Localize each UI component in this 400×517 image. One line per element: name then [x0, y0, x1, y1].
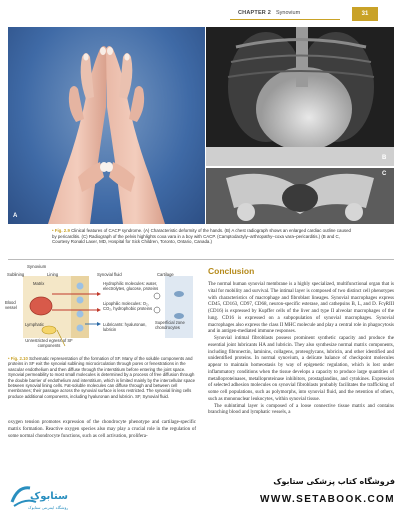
label-matrix: Matrix [33, 281, 45, 286]
photo-c-label: C [382, 171, 387, 177]
label-lipophilic: Lipophilic molecules: O₂, CO₂, hydrophobic proteins [103, 301, 153, 311]
conclusion-paragraph-3: The subintimal layer is composed of a loose connective tissue matrix and contains branching blood and lymphatic vessels, a [208, 403, 394, 416]
page-number: 31 [352, 7, 378, 21]
figure-2-10-diagram [5, 264, 195, 356]
svg-text:ستابوک: ستابوک [30, 491, 68, 502]
photo-b-label: B [382, 155, 387, 161]
label-lining: Lining [47, 272, 59, 277]
footer-persian-title: فروشگاه کتاب پزشکی ستابوک [273, 477, 395, 486]
footer-website[interactable]: WWW.SETABOOK.COM [260, 494, 395, 505]
label-sublining: Sublining [7, 272, 25, 277]
label-lubricants: Lubricants: hyaluronan, lubricin [103, 322, 147, 332]
label-synovium: Synovium [27, 264, 47, 269]
chapter-label: CHAPTER 2 [238, 10, 271, 16]
photo-c-pelvis-radiograph [206, 168, 394, 224]
label-blood-vessel: Blood vessel [5, 300, 17, 310]
page-header [0, 0, 400, 26]
setabook-logo-mark [8, 480, 68, 512]
photo-a-hands [8, 27, 205, 224]
photo-b-chest-radiograph [206, 27, 394, 166]
label-cartilage: Cartilage [157, 272, 174, 277]
label-unrestricted-egress: Unrestricted egress of SF components [25, 338, 73, 348]
figure-2-10-text: Schematic representation of the formation of SF. Many of the soluble components and proteins in SF exit the synovial sublining microcirculation through pores or fenestrations in the vascular endothelium and then diffuse through the interstitium before entering the joint space. Synovial permeability to most small molecules is determined by a process of free diffusion through the double barrier of endothelium and interstitium, which is limited mainly by the intercellular space between synovial lining cells. Fat-soluble molecules can diffuse through and between cell membranes; their passage across the synovial surface is less restricted. The synovial lining cells produce additional components, including hyaluronan and lubricin. SF, Synovial fluid. [8, 356, 196, 399]
label-superficial-chondrocytes: Superficial zone chondrocytes [155, 320, 185, 330]
label-hydrophilic: Hydrophilic molecules: water, electrolytes, glucose, proteins [103, 281, 159, 291]
conclusion-body [208, 282, 394, 417]
figure-2-10-label: • Fig. 2.10 [8, 356, 28, 361]
label-synovial-fluid: Synovial fluid [97, 272, 122, 277]
figure-2-10-caption [8, 356, 196, 399]
pelvis-xray-image [206, 168, 394, 224]
svg-text:فروشگاه اینترنتی ستابوک: فروشگاه اینترنتی ستابوک [28, 505, 68, 510]
label-lymphatic: Lymphatic [25, 322, 44, 327]
chest-xray-image [206, 27, 394, 166]
body-text-left: oxygen tension promotes expression of the chondrocyte phenotype and cartilage-specific matrix formation. Reactive oxygen species also may play a crucial role in the regulation of some normal chondrocyte functions, such as cell activation, prolifera- [8, 420, 196, 439]
chapter-name: Synovium [276, 10, 301, 16]
photo-a-label: A [13, 213, 18, 219]
hands-illustration [8, 27, 205, 224]
section-divider [8, 259, 394, 260]
conclusion-paragraph-2: Synovial intimal fibroblasts possess prominent synthetic capacity and produce the essential joint lubricants HA and lubricin. They also synthesize normal matrix components, including fibronectin, laminins, collagens, proteoglycans, lubricin, and other identified and unidentified proteins. In normal synovium, a delicate balance of checkpoint molecules appear to maintain homeostasis by way of epigenetic regulation, which is lost under inflammatory conditions when the tissue develops a capacity to produce large quantities of metalloproteinases, metalloproteinase inhibitors, prostaglandins, and cytokines. Expression of selected adhesion molecules on synovial fibroblasts probably facilitates the trafficking of some cell populations, such as polymorphs, into synovial fluid, and the retention of others, such as mononuclear leukocytes, within synovial tissue. [208, 336, 394, 402]
header-rule [230, 19, 340, 20]
conclusion-heading: Conclusion [208, 266, 255, 276]
figure-2-9-text: Clinical features of CACP syndrome. (A) Characteristic deformity of the hands. (B) A chest radiograph shows an enlarged cardiac outline caused by pericarditis. (C) Radiograph of the pelvis highlights coxa vara in a boy with CACP. (Camptodactyly–arthropathy–coxa vara–pericarditis.) (B and C, Courtesy Ronald Laxer, MD, Hospital for Sick Children, Toronto, Ontario, Canada.) [52, 228, 351, 245]
setabook-logo [8, 480, 68, 512]
conclusion-paragraph-1: The normal human synovial membrane is a highly specialized, multifunctional organ that is vital for mobility and survival. The intimal layer is composed of two distinct cell phenotypes with characteristics of macrophage and fibroblast lineages. Synovial macrophages express CD45, CD163, CD97, CD68, neuron-specific esterase, and cathepsins B, L, and D. FcγRIII (CD16) is expressed by Kupffer cells of the liver and type II alveolar macrophages of the lung. CD16 is expressed on a subpopulation of synovial macrophages. Synovial macrophages also express the class II MHC molecule and play a central role in phagocytosis and in antigen-mediated immune responses. [208, 282, 394, 335]
figure-2-9-label: • Fig. 2.9 [52, 228, 70, 233]
figure-2-9-caption [52, 228, 352, 245]
